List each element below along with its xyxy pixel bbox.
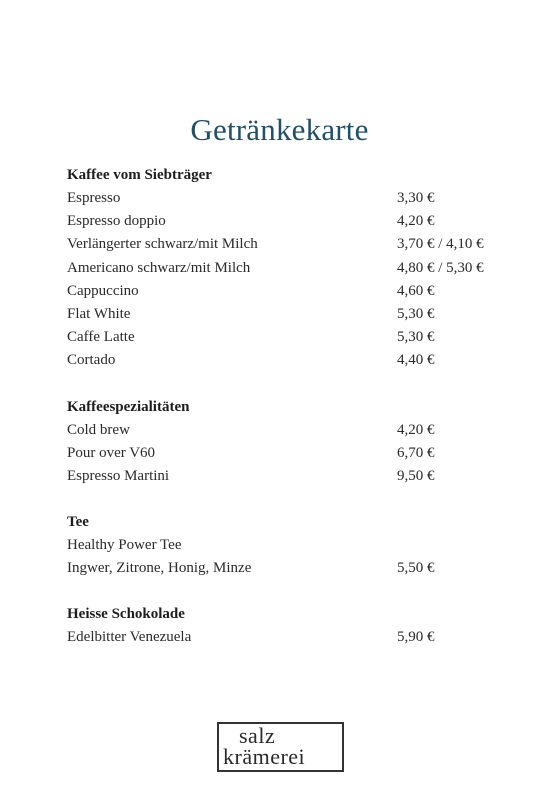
item-price: 4,60 € (397, 282, 435, 299)
menu-item (67, 557, 507, 580)
item-name: Cappuccino (67, 282, 139, 299)
item-price: 4,20 € (397, 213, 435, 230)
item-name: Espresso doppio (67, 213, 166, 230)
item-price: 4,40 € (397, 352, 435, 369)
menu-item (67, 303, 507, 326)
menu-item (67, 233, 507, 256)
item-name: Healthy Power Tee (67, 537, 182, 554)
menu-item (67, 626, 507, 649)
menu-item (67, 442, 507, 465)
item-price: 4,80 € / 5,30 € (397, 259, 484, 276)
logo-line-2: krämerei (223, 744, 306, 769)
item-name: Edelbitter Venezuela (67, 629, 192, 646)
menu-item (67, 349, 507, 372)
menu-item (67, 326, 507, 349)
menu-item (67, 257, 507, 280)
item-price: 4,20 € (397, 421, 435, 438)
item-price: 9,50 € (397, 467, 435, 484)
menu-section-hot-chocolate (67, 603, 507, 649)
page-title: Getränkekarte (190, 112, 369, 147)
menu-item (67, 465, 507, 488)
item-price: 5,50 € (397, 560, 435, 577)
item-name: Espresso Martini (67, 467, 170, 484)
item-name: Pour over V60 (67, 444, 156, 461)
menu-section-specialties (67, 396, 507, 489)
item-price: 3,70 € / 4,10 € (397, 236, 484, 253)
item-price: 5,30 € (397, 305, 435, 322)
menu-item (67, 280, 507, 303)
section-heading: Heisse Schokolade (67, 606, 185, 623)
drinks-menu (67, 164, 507, 673)
item-name: Ingwer, Zitrone, Honig, Minze (67, 560, 252, 577)
item-name: Caffe Latte (67, 329, 135, 346)
section-heading: Kaffeespezialitäten (67, 398, 190, 415)
item-name: Cortado (67, 352, 116, 369)
menu-section-coffee (67, 164, 507, 373)
menu-item (67, 187, 507, 210)
section-heading: Tee (67, 514, 89, 531)
menu-item (67, 419, 507, 442)
item-name: Verlängerter schwarz/mit Milch (67, 236, 258, 253)
item-price: 3,30 € (397, 190, 435, 206)
item-name: Espresso (67, 190, 121, 206)
item-price: 5,90 € (397, 629, 435, 646)
logo-line-1: salz (239, 723, 276, 748)
menu-item (67, 534, 507, 557)
item-name: Americano schwarz/mit Milch (67, 259, 251, 276)
item-name: Flat White (67, 305, 131, 322)
item-price: 5,30 € (397, 329, 435, 346)
item-name: Cold brew (67, 421, 130, 438)
menu-section-tea (67, 511, 507, 580)
item-price: 6,70 € (397, 444, 435, 461)
menu-item (67, 210, 507, 233)
salzkraemerei-logo (217, 722, 344, 772)
section-heading: Kaffee vom Siebträger (67, 167, 212, 183)
